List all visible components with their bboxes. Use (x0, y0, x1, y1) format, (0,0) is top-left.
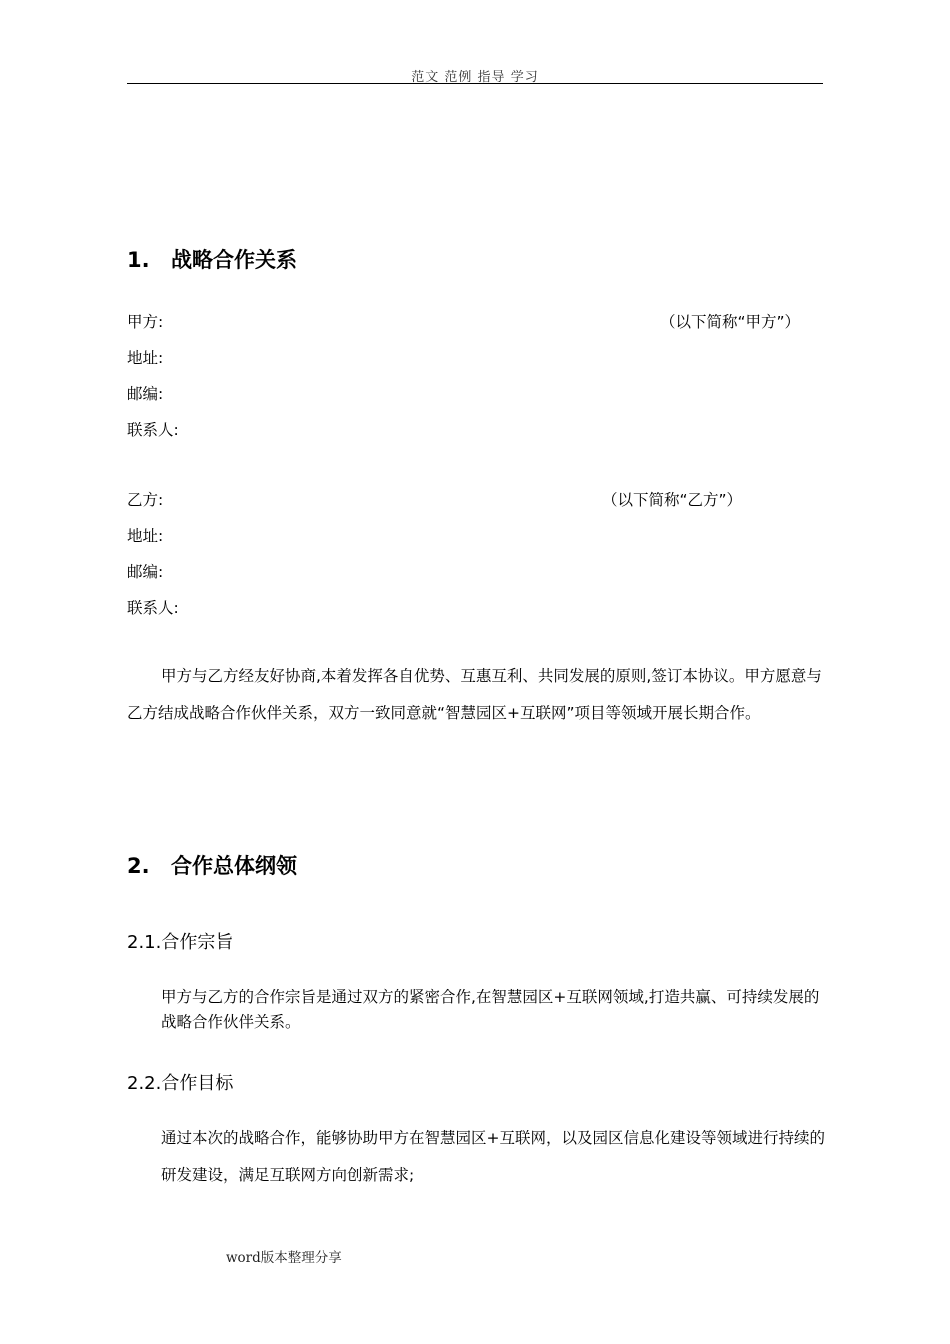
subsection-2-2-paragraph: 通过本次的战略合作，能够协助甲方在智慧园区+互联网，以及园区信息化建设等领域进行持续的研发建设，满足互联网方向创新需求; (161, 1129, 825, 1184)
party-a-address-label: 地址: (127, 349, 164, 367)
subsection-2-1-heading: 2.1.合作宗旨 (127, 932, 234, 953)
party-a-label: 甲方: (127, 313, 164, 331)
party-a-postcode-label: 邮编: (127, 385, 164, 403)
party-b-address-label: 地址: (127, 527, 164, 545)
subsection-2-2-heading: 2.2.合作目标 (127, 1073, 234, 1094)
header-rule (127, 83, 823, 84)
page-footer: word版本整理分享 (226, 1250, 342, 1266)
party-b-label: 乙方: (127, 491, 164, 509)
party-b-alias: （以下简称“乙方”） (602, 491, 743, 509)
section-2-title: 合作总体纲领 (171, 854, 297, 878)
subsection-2-1-paragraph: 甲方与乙方的合作宗旨是通过双方的紧密合作,在智慧园区+互联网领域,打造共赢、可持续发展的战略合作伙伴关系。 (161, 988, 820, 1031)
party-b-postcode-label: 邮编: (127, 563, 164, 581)
intro-paragraph: 甲方与乙方经友好协商,本着发挥各自优势、互惠互利、共同发展的原则,签订本协议。甲方愿意与乙方结成战略合作伙伴关系，双方一致同意就“智慧园区+互联网”项目等领域开展长期合作。 (127, 667, 822, 722)
section-2-number: 2. (127, 854, 150, 878)
section-1-heading (127, 244, 297, 274)
party-a-alias: （以下简称“甲方”） (660, 313, 801, 331)
section-2-heading (127, 850, 297, 880)
page-header: 范文 范例 指导 学习 (411, 70, 539, 85)
section-1-number: 1. (127, 248, 150, 272)
party-a-contact-label: 联系人: (127, 421, 179, 439)
party-b-contact-label: 联系人: (127, 599, 179, 617)
section-1-title: 战略合作关系 (171, 248, 297, 272)
